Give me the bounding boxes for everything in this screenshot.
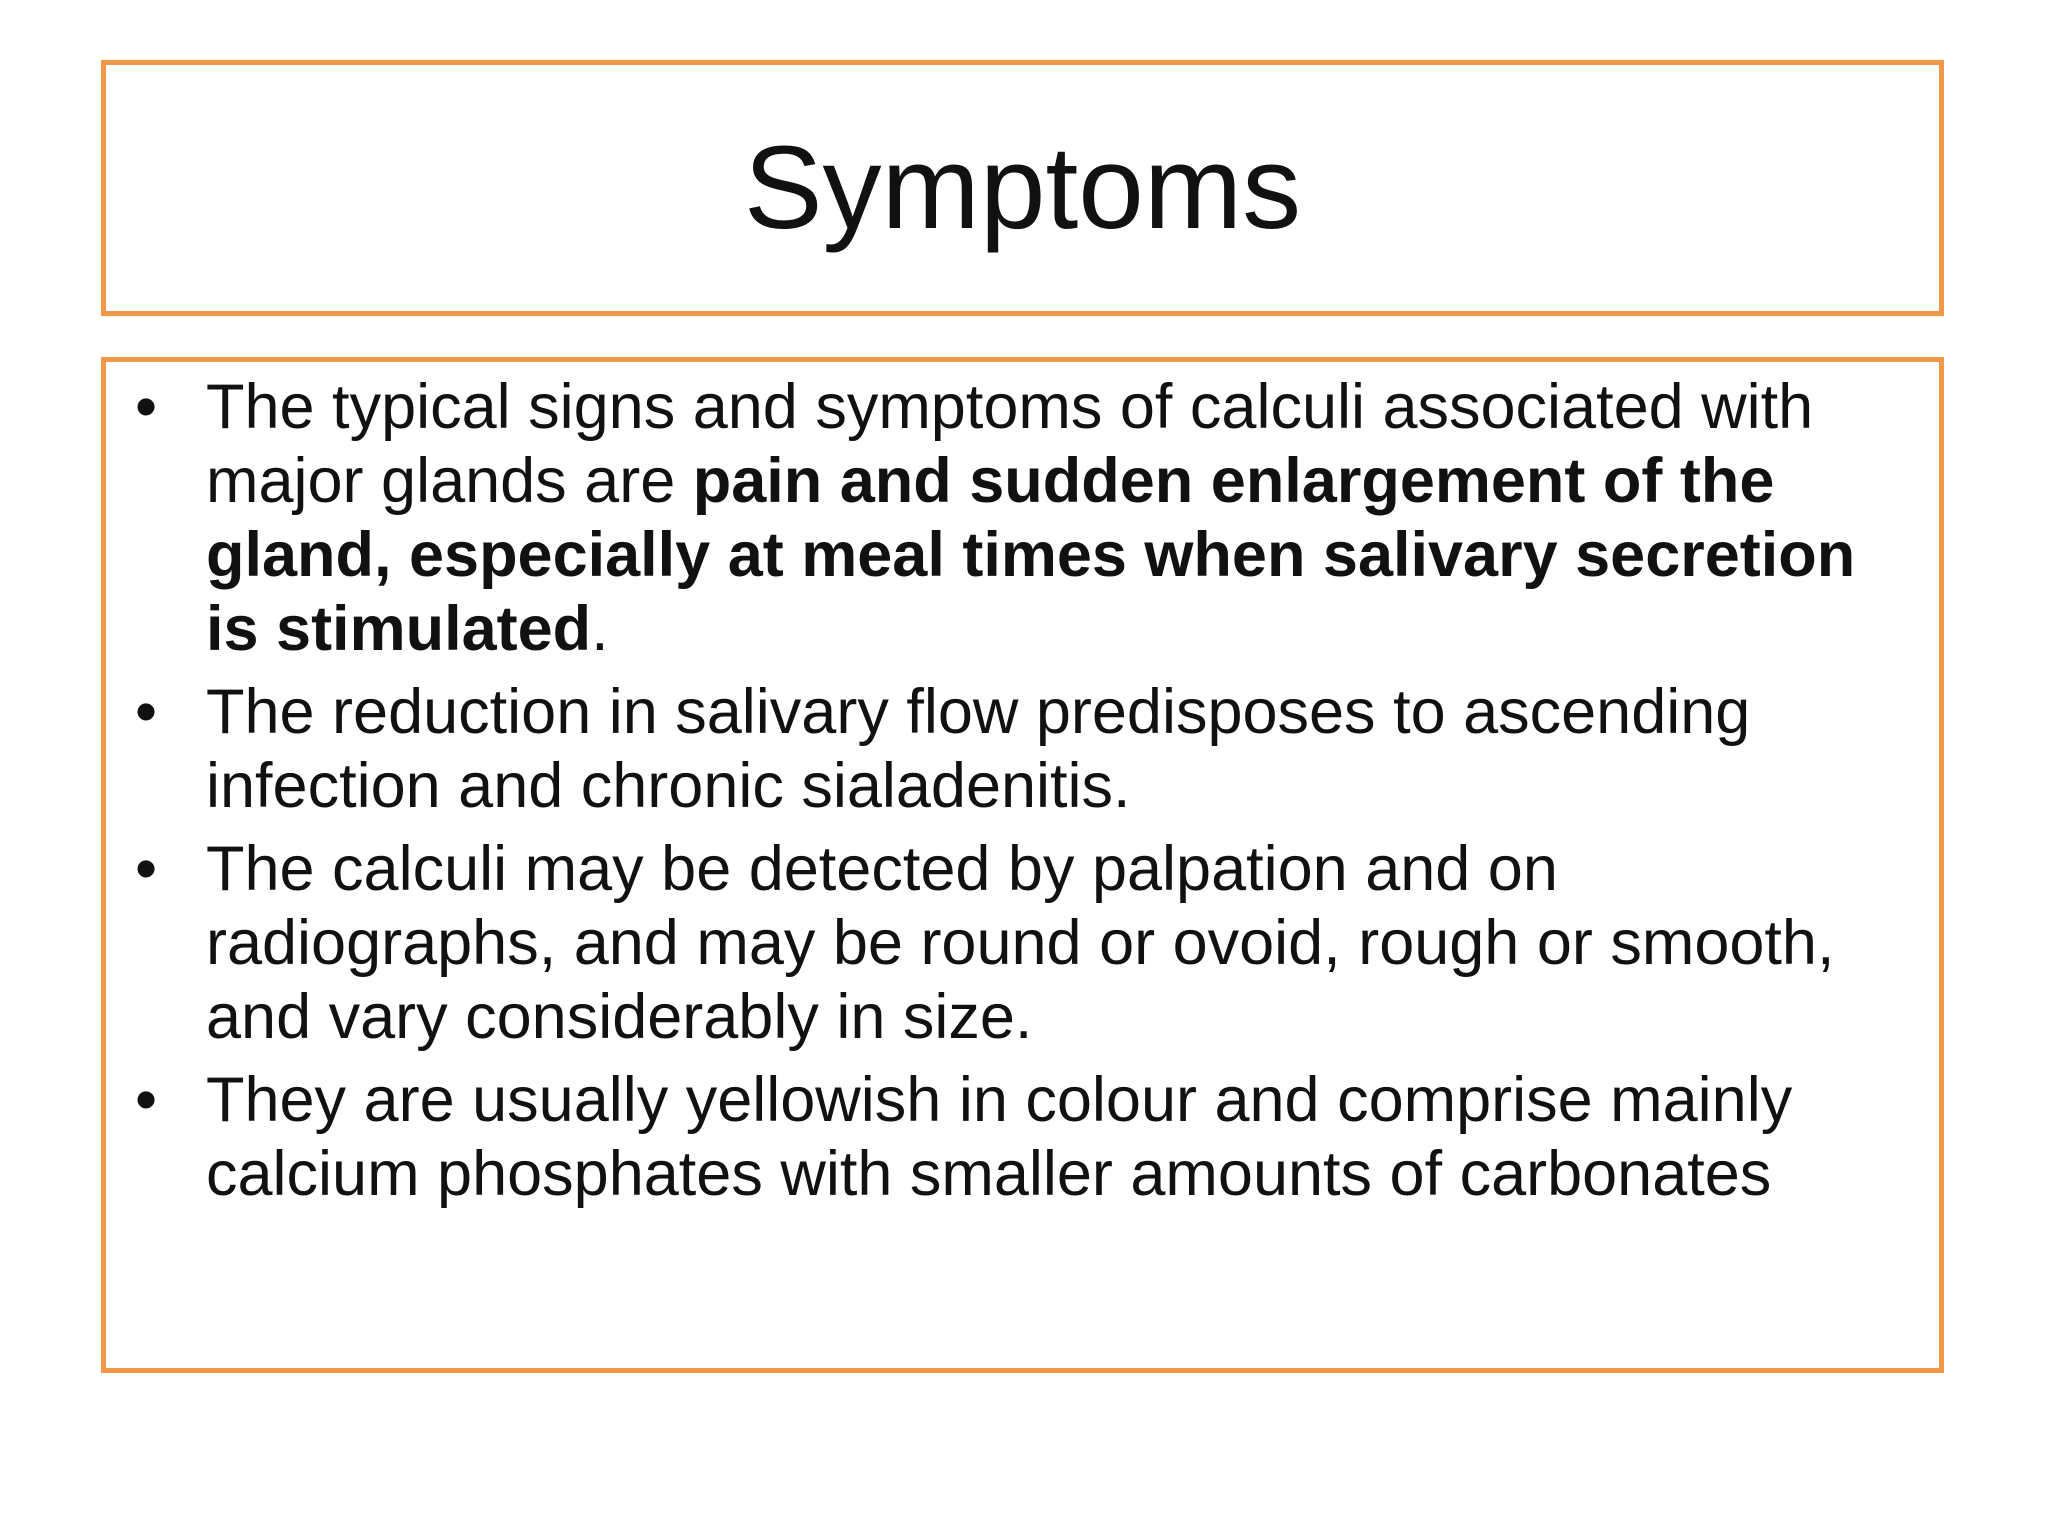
content-box — [101, 357, 1944, 1373]
bullet-item — [126, 370, 1909, 666]
bullet-text: They are usually yellowish in colour and comprise mainly calcium phosphates with smaller amounts of carbonates — [206, 1065, 1793, 1209]
bullet-dot-icon: • — [134, 1065, 158, 1135]
bullet-dot-icon: • — [134, 677, 158, 747]
bullet-trailing-text: . — [591, 594, 609, 664]
bullet-dot-icon: • — [134, 372, 158, 442]
bullet-text: The typical signs and symptoms of calculi associated with major glands are — [206, 372, 1814, 516]
title-box — [101, 60, 1944, 316]
bullet-text: The calculi may be detected by palpation and on radiographs, and may be round or ovoid, rough or smooth, and vary considerably in size. — [206, 834, 1835, 1052]
bullet-item — [126, 675, 1909, 823]
bullet-text: The reduction in salivary flow predisposes to ascending infection and chronic sialadenitis. — [206, 677, 1751, 821]
bullet-dot-icon: • — [134, 834, 158, 904]
slide-title: Symptoms — [743, 122, 1302, 254]
bullet-list — [126, 370, 1909, 1211]
bullet-item — [126, 832, 1909, 1054]
bullet-item — [126, 1063, 1909, 1211]
bullet-bold-text: pain and sudden enlargement of the gland, especially at meal times when salivary secretion is stimulated — [206, 446, 1856, 664]
